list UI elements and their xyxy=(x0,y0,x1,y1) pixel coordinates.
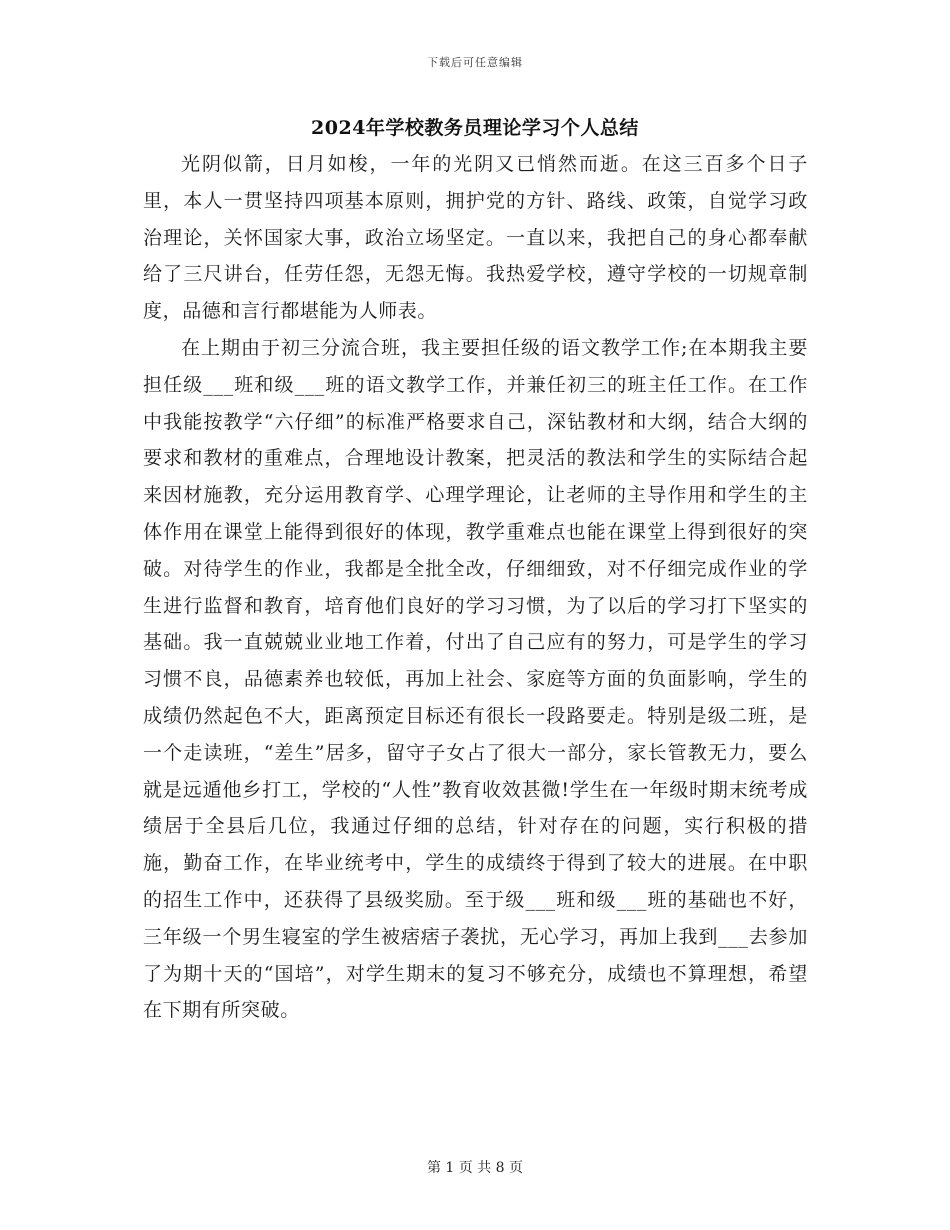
document-body xyxy=(143,146,808,1029)
page-number-indicator: 第 1 页 共 8 页 xyxy=(426,1160,524,1176)
paragraph: 在上期由于初三分流合班，我主要担任级的语文教学工作;在本期我主要担任级___班和级___班的语文教学工作，并兼任初三的班主任工作。在工作中我能按教学“六仔细”的标准严格要求自己，深钻教材和大纲，结合大纲的要求和教材的重难点，合理地设计教案，把灵活的教法和学生的实际结合起来因材施教，充分运用教育学、心理学理论，让老师的主导作用和学生的主体作用在课堂上能得到很好的体现，教学重难点也能在课堂上得到很好的突破。对待学生的作业，我都是全批全改，仔细细致，对不仔细完成作业的学生进行监督和教育，培育他们良好的学习习惯，为了以后的学习打下坚实的基础。我一直兢兢业业地工作着，付出了自己应有的努力，可是学生的学习习惯不良，品德素养也较低，再加上社会、家庭等方面的负面影响，学生的成绩仍然起色不大，距离预定目标还有很长一段路要走。特别是级二班，是一个走读班，“差生”居多，留守子女占了很大一部分，家长管教无力，要么就是远遁他乡打工，学校的“人性”教育收效甚微!学生在一年级时期末统考成绩居于全县后几位，我通过仔细的总结，针对存在的问题，实行积极的措施，勤奋工作，在毕业统考中，学生的成绩终于得到了较大的进展。在中职的招生工作中，还获得了县级奖励。至于级___班和级___班的基础也不好，三年级一个男生寝室的学生被痞痞子袭扰，无心学习，再加上我到___去参加了为期十天的“国培”，对学生期末的复习不够充分，成绩也不算理想，希望在下期有所突破。 xyxy=(143,336,808,1022)
paragraph: 光阴似箭，日月如梭，一年的光阴又已悄然而逝。在这三百多个日子里，本人一贯坚持四项基本原则，拥护党的方针、路线、政策，自觉学习政治理论，关怀国家大事，政治立场坚定。一直以来，我把自己的身心都奉献给了三尺讲台，任劳任怨，无怨无悔。我热爱学校，遵守学校的一切规章制度，品德和言行都堪能为人师表。 xyxy=(143,153,808,323)
page-header-note: 下载后可任意编辑 xyxy=(427,56,523,69)
document-title: 2024年学校教务员理论学习个人总结 xyxy=(311,117,639,139)
